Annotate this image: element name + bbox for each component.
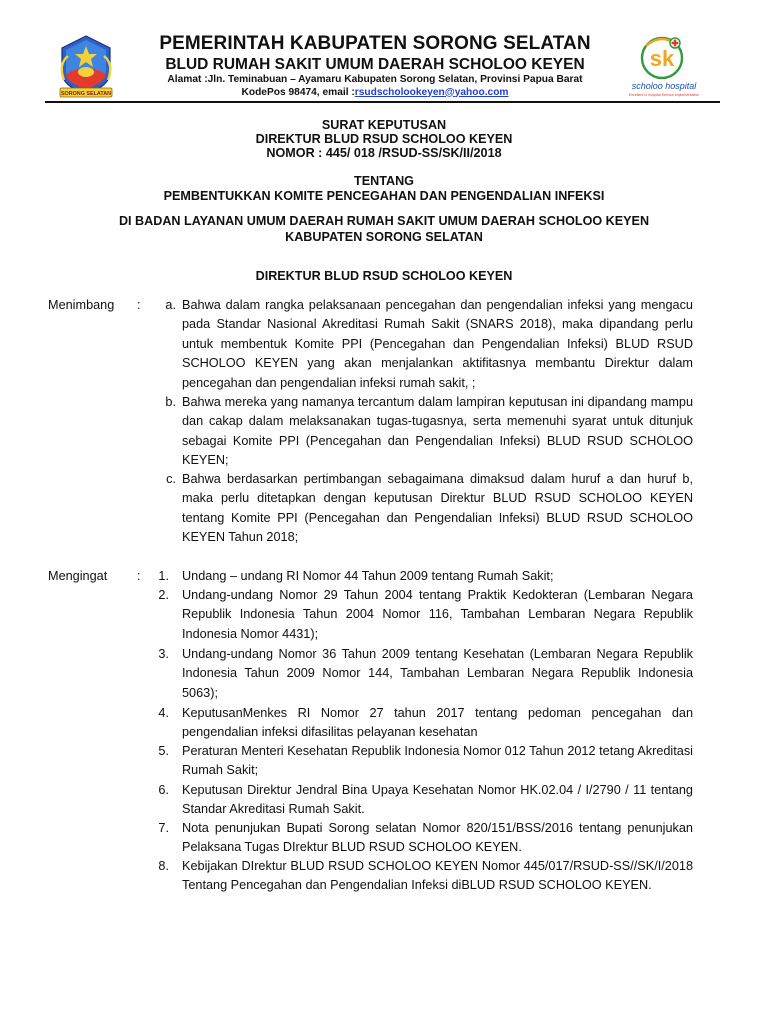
- tentang-heading: TENTANG: [354, 174, 414, 188]
- mengingat-marker: 6.: [158, 783, 169, 797]
- mengingat-item: Undang – undang RI Nomor 44 Tahun 2009 tentang Rumah Sakit;: [182, 569, 554, 583]
- menimbang-item: Bahwa dalam rangka pelaksanaan pencegahan dan pengendalian infeksi yang mengacu pada Standar Nasional Akreditasi Rumah Sakit (SNARS 2018), maka dipandang perlu untuk membentuk Komite PPI (Pencegahan dan Pengendalian Infeksi) BLUD RSUD SCHOLOO KEYEN yang akan menjalankan aktifitasnya membantu Direktur dalam pencegahan dan pengendalian infeksi rumah sakit, ;: [182, 298, 693, 390]
- mengingat-marker: 7.: [158, 821, 169, 835]
- decree-issuer: DIREKTUR BLUD RSUD SCHOLOO KEYEN: [255, 132, 513, 146]
- menimbang-marker: a.: [165, 298, 176, 312]
- mengingat-colon: :: [137, 569, 141, 583]
- mengingat-item: Keputusan Direktur Jendral Bina Upaya Kesehatan Nomor HK.02.04 / I/2790 / 11 tentang Standar Akreditasi Rumah Sakit.: [182, 783, 693, 817]
- mengingat-item: Undang-undang Nomor 29 Tahun 2004 tentang Praktik Kedokteran (Lembaran Negara Republik Indonesia Tahun 2004 Nomor 116, Tambahan Lembaran Negara Republik Indonesia Nomor 4431);: [182, 588, 693, 641]
- menimbang-marker: c.: [166, 472, 176, 486]
- scholoo-hospital-logo: [606, 34, 718, 100]
- government-name: PEMERINTAH KABUPATEN SORONG SELATAN: [159, 33, 591, 54]
- mengingat-marker: 8.: [158, 859, 169, 873]
- mengingat-marker: 1.: [158, 569, 169, 583]
- letterhead-divider: [45, 101, 720, 103]
- menimbang-label: Menimbang: [48, 298, 115, 312]
- mengingat-item: Peraturan Menteri Kesehatan Republik Indonesia Nomor 012 Tahun 2012 tetang Akreditasi Rumah Sakit;: [182, 744, 693, 778]
- mengingat-item: Nota penunjukan Bupati Sorong selatan Nomor 820/151/BSS/2016 tentang penunjukan Pelaksana Tugas DIrektur BLUD RSUD SCHOLOO KEYEN.: [182, 821, 693, 855]
- menimbang-marker: b.: [165, 395, 176, 409]
- mengingat-item: KeputusanMenkes RI Nomor 27 tahun 2017 tentang pedoman pencegahan dan pengendalian infeksi difasilitas pelayanan kesehatan: [182, 706, 693, 740]
- emblem-ribbon-text: SORONG SELATAN: [60, 91, 112, 97]
- postal-email-line: [130, 87, 620, 100]
- decree-subject: PEMBENTUKKAN KOMITE PENCEGAHAN DAN PENGENDALIAN INFEKSI: [163, 189, 605, 203]
- decree-title: SURAT KEPUTUSAN: [321, 118, 447, 132]
- mengingat-marker: 3.: [158, 647, 169, 661]
- mengingat-item: Kebijakan DIrektur BLUD RSUD SCHOLOO KEYEN Nomor 445/017/RSUD-SS//SK/I/2018 Tentang Pencegahan dan Pengendalian Infeksi diBLUD RSUD SCHOLOO KEYEN.: [182, 859, 693, 893]
- mengingat-marker: 4.: [158, 706, 169, 720]
- email-link[interactable]: rsudscholookeyen@yahoo.com: [354, 86, 509, 98]
- logo-tagline-text: Excellent in hospital Service Implementation: [628, 93, 700, 97]
- decree-number: NOMOR : 445/ 018 /RSUD-SS/SK/II/2018: [266, 146, 502, 160]
- regency-emblem-logo: [48, 34, 124, 100]
- menimbang-colon: :: [137, 298, 141, 312]
- postal-code: KodePos 98474, email :: [241, 86, 355, 98]
- logo-name-text: scholoo hospital: [631, 81, 697, 91]
- menimbang-item: Bahwa mereka yang namanya tercantum dalam lampiran keputusan ini dipandang mampu dan cakap dalam melaksanakan tugas-tugasnya, serta memenuhi syarat untuk ditunjuk sebagai Komite PPI (Pencegahan dan Pengendalian Infeksi) BLUD RSUD SCHOLOO KEYEN;: [182, 395, 693, 468]
- mengingat-marker: 2.: [158, 588, 169, 602]
- letterhead: [130, 33, 620, 99]
- logo-mark-text: sk: [649, 46, 675, 71]
- hospital-address: Alamat :Jln. Teminabuan – Ayamaru Kabupaten Sorong Selatan, Provinsi Papua Barat: [167, 74, 583, 85]
- hospital-name: BLUD RUMAH SAKIT UMUM DAERAH SCHOLOO KEYEN: [165, 56, 585, 73]
- menimbang-item: Bahwa berdasarkan pertimbangan sebagaimana dimaksud dalam huruf a dan huruf b, maka perlu ditetapkan dengan keputusan Direktur BLUD RSUD SCHOLOO KEYEN tentang Komite PPI (Pencegahan dan Pengendalian Infeksi) BLUD RSUD SCHOLOO KEYEN Tahun 2018;: [182, 472, 693, 545]
- mengingat-item: Undang-undang Nomor 36 Tahun 2009 tentang Kesehatan (Lembaran Negara Republik Indonesia Tahun 2009 Nomor 144, Tambahan Lembaran Negara Republik Indonesia 5063);: [182, 647, 693, 700]
- mengingat-marker: 5.: [158, 744, 169, 758]
- mengingat-label: Mengingat: [48, 569, 108, 583]
- director-heading: DIREKTUR BLUD RSUD SCHOLOO KEYEN: [255, 269, 513, 283]
- decree-place-line2: KABUPATEN SORONG SELATAN: [285, 230, 483, 244]
- decree-place-line1: DI BADAN LAYANAN UMUM DAERAH RUMAH SAKIT UMUM DAERAH SCHOLOO KEYEN: [118, 214, 650, 228]
